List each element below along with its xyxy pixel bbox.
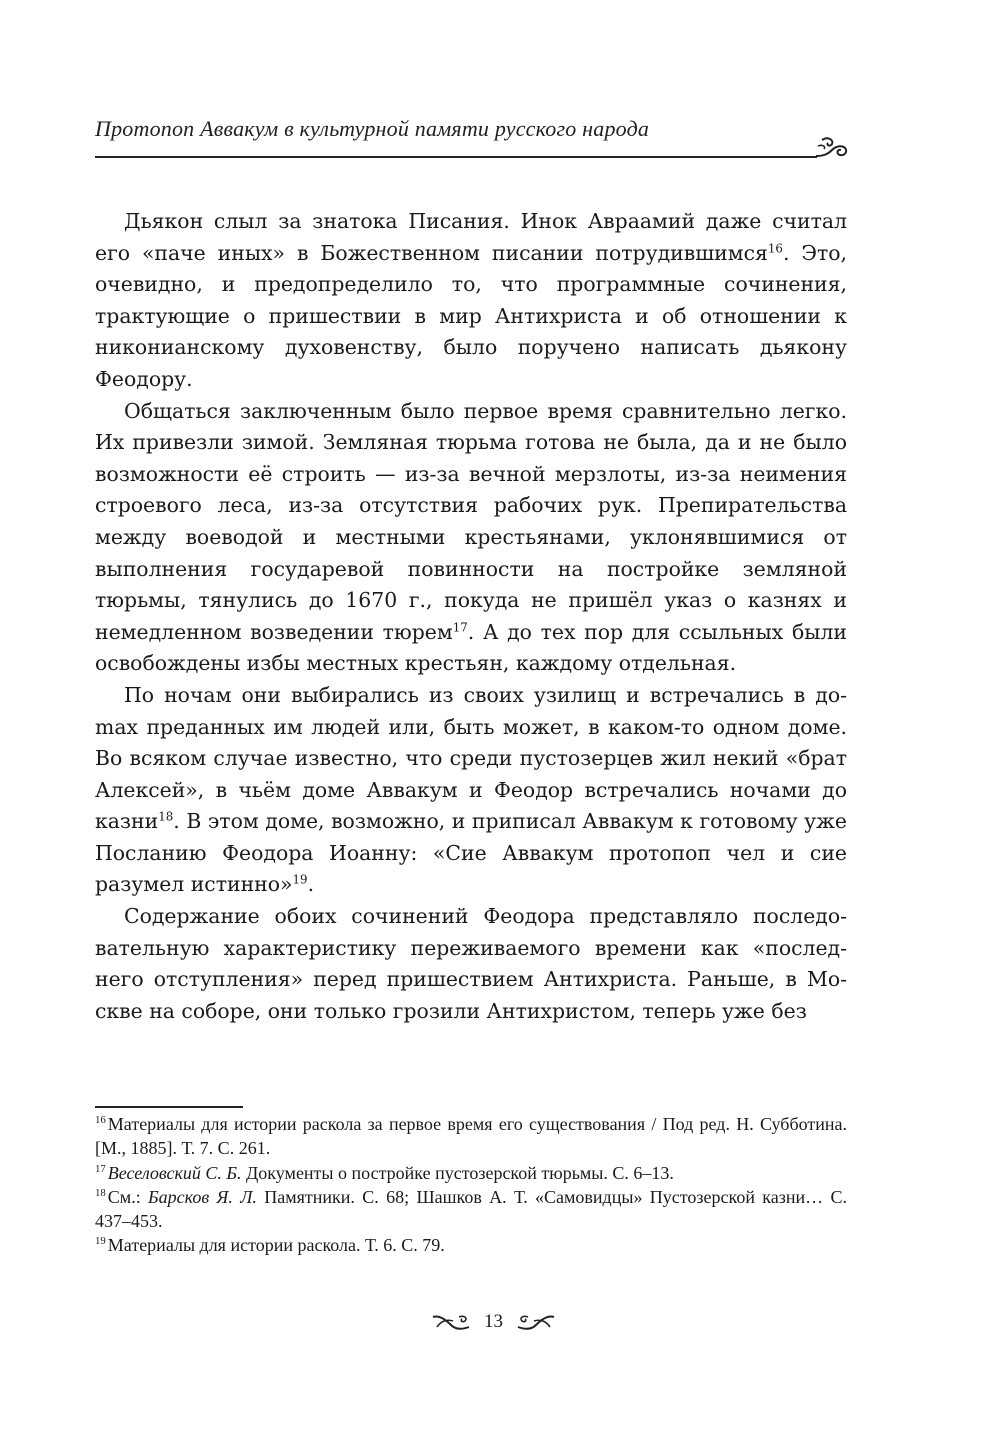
paragraph-2-text-b: . А до тех пор для ссыльных были освобождены избы местных крестьян, каждому отдельная. [95,619,847,676]
footnote-text: Материалы для истории раскола за первое время его существования / Под ред. Н. Субботина. [М., 1885]. Т. 7. С. 261. [95,1114,847,1159]
page-folio [0,1310,987,1340]
running-head: Протопоп Аввакум в культурной памяти русского народа [95,116,650,141]
footnote-18 [95,1185,847,1234]
footnote-ref-19[interactable]: 19 [292,873,308,888]
paragraph-1-text-a: Дьякон слыл за знатока Писания. Инок Авраамий даже считал его «паче иных» в Божественном писании потрудившимся [95,209,847,265]
footnote-16 [95,1112,847,1161]
footnote-author: Барсков Я. Л. [148,1186,257,1207]
paragraph-2 [95,396,847,680]
paragraph-4 [95,901,847,1027]
footnote-rule [95,1106,243,1108]
footnote-ref-16[interactable]: 16 [767,241,783,256]
footnote-text: Материалы для истории раскола. Т. 6. С. 79. [107,1235,445,1256]
footnote-ref-17[interactable]: 17 [452,620,468,635]
header-rule [95,156,817,158]
footnote-17 [95,1161,847,1185]
footnote-ref-18[interactable]: 18 [158,809,174,824]
swirl-ornament-icon [814,130,850,164]
right-flourish-icon [516,1311,556,1333]
footnote-number: 18 [95,1186,106,1199]
paragraph-1-text-b: . Это, очевидно, и предопределило то, что программные сочинения, трактующие о пришествии в мир Антихриста и об отношении к никонианскому духовенству, было поручено написать дьякону Феодору. [95,240,847,391]
footnotes [95,1112,847,1258]
paragraph-3-text-a: По ночам они выбирались из своих узилищ и встречались в доmах преданных им людей или, быть может, в каком-то одном доме. Во всяком случае известно, что среди пустозерцев жил некий «брат Алексей», в чьём доме Аввакум и Феодор встречались ночами до казни [95,682,847,834]
footnote-author: Веселовский С. Б. [107,1162,242,1183]
paragraph-3-text-b: . В этом доме, возможно, и приписал Аввакум к готовому уже Посланию Феодора Иоанну: «Сие Аввакум протопоп чел и сие разумел истинно» [95,809,847,897]
left-flourish-icon [431,1311,471,1333]
footnote-number: 19 [95,1235,106,1248]
paragraph-1 [95,206,847,396]
footnote-19 [95,1233,847,1257]
footnote-text: Документы о постройке пустозерской тюрьмы. С. 6–13. [241,1162,674,1183]
paragraph-3 [95,680,847,901]
footnote-number: 17 [95,1162,106,1175]
footnote-prefix: См.: [107,1186,149,1207]
page-number: 13 [484,1310,503,1332]
footnote-number: 16 [95,1113,106,1126]
paragraph-2-text-a: Общаться заключенным было первое время сравнительно легко. Их привезли зимой. Земляная тюрьма готова не была, да и не было возможности её строить — из-за вечной мерзлоты, из-за неимения строевого леса, из-за отсутствия рабочих рук. Препирательства между воеводой и местными крестьянами, уклонявшимися от выполнения государевой повинности на постройке земляной тюрьмы, тянулись до 1670 г., покуда не пришёл указ о казнях и немедленном возведении тюрем [95,398,847,644]
footnote-text: Памятники. С. 68; Шашков А. Т. «Самовидцы» Пустозерской казни… С. 437–453. [95,1186,847,1232]
main-text [95,206,847,1027]
paragraph-4-text-a: Содержание обоих сочинений Феодора представляло последовательную характеристику переживаемого времени как «последнего отступления» перед пришествием Антихриста. Раньше, в Москве на соборе, они только грозили Антихристом, теперь уже без [95,904,847,1023]
paragraph-3-text-c: . [307,872,315,897]
